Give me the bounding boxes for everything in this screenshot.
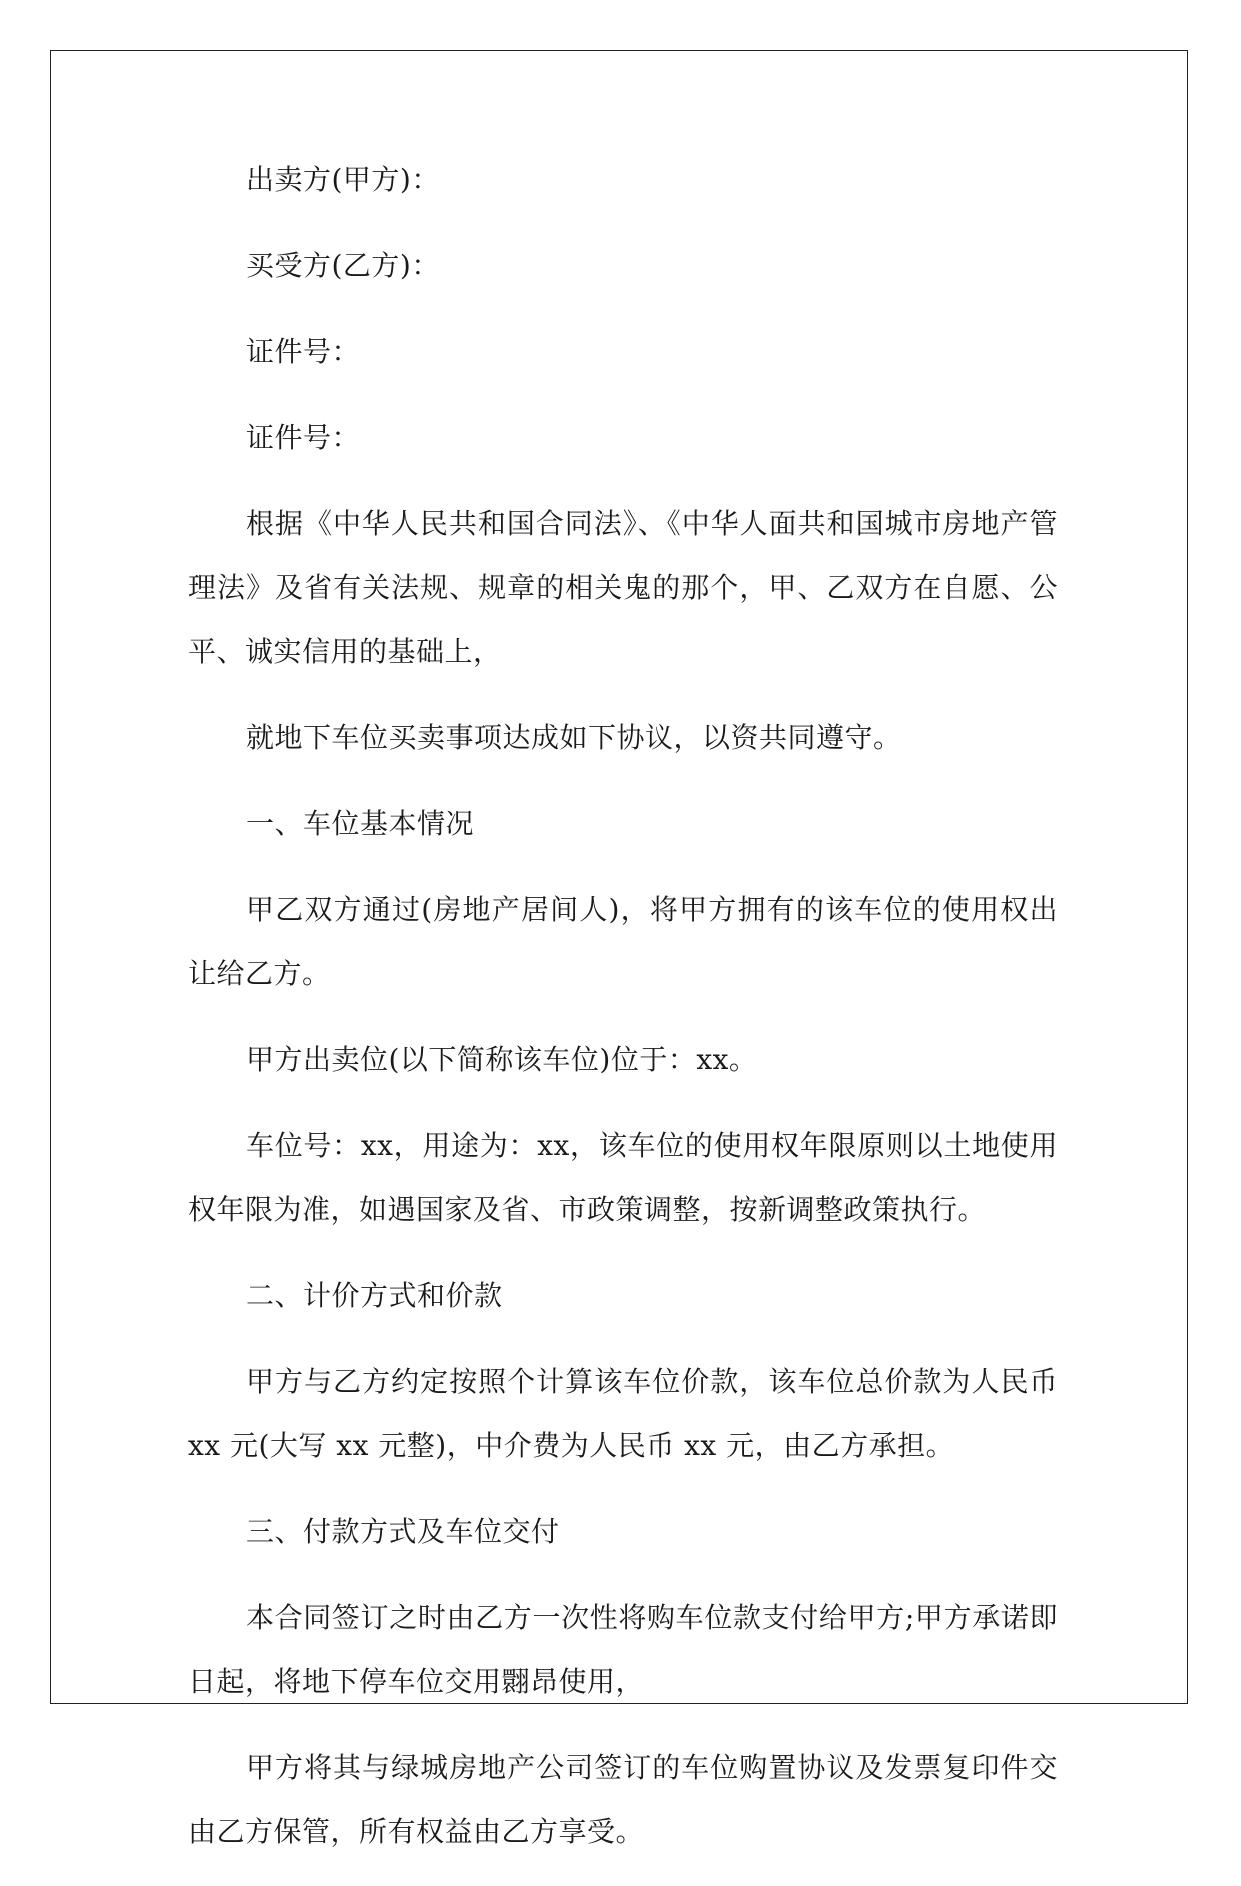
transfer-paragraph: 甲乙双方通过(房地产居间人)，将甲方拥有的该车位的使用权出让给乙方。 [188, 893, 1058, 990]
location-paragraph: 甲方出卖位(以下简称该车位)位于：xx。 [246, 1043, 758, 1076]
seller-party-line: 出卖方(甲方)： [246, 163, 440, 196]
buyer-party-line: 买受方(乙方)： [246, 249, 440, 282]
section-heading-parking-info: 一、车位基本情况 [246, 807, 475, 840]
section-heading-pricing: 二、计价方式和价款 [246, 1279, 503, 1312]
parking-number-paragraph: 车位号：xx，用途为：xx，该车位的使用权年限原则以土地使用权年限为准，如遇国家及省、市政策调整，按新调整政策执行。 [188, 1129, 1058, 1226]
price-paragraph: 甲方与乙方约定按照个计算该车位价款，该车位总价款为人民币 xx 元(大写 xx 元整)，中介费为人民币 xx 元，由乙方承担。 [188, 1365, 1058, 1462]
id-number-line-buyer: 证件号： [246, 421, 361, 454]
document-body [188, 148, 1058, 1886]
id-number-line-seller: 证件号： [246, 335, 361, 368]
documents-custody-paragraph: 甲方将其与绿城房地产公司签订的车位购置协议及发票复印件交由乙方保管，所有权益由乙方享受。 [188, 1751, 1058, 1848]
legal-basis-paragraph: 根据《中华人民共和国合同法》、《中华人面共和国城市房地产管理法》及省有关法规、规章的相关鬼的那个，甲、乙双方在自愿、公平、诚实信用的基础上， [188, 507, 1058, 668]
section-heading-payment: 三、付款方式及车位交付 [246, 1515, 560, 1548]
agreement-intro-paragraph: 就地下车位买卖事项达成如下协议，以资共同遵守。 [246, 721, 902, 754]
payment-paragraph: 本合同签订之时由乙方一次性将购车位款支付给甲方;甲方承诺即日起，将地下停车位交用翾昂使用， [188, 1601, 1058, 1698]
